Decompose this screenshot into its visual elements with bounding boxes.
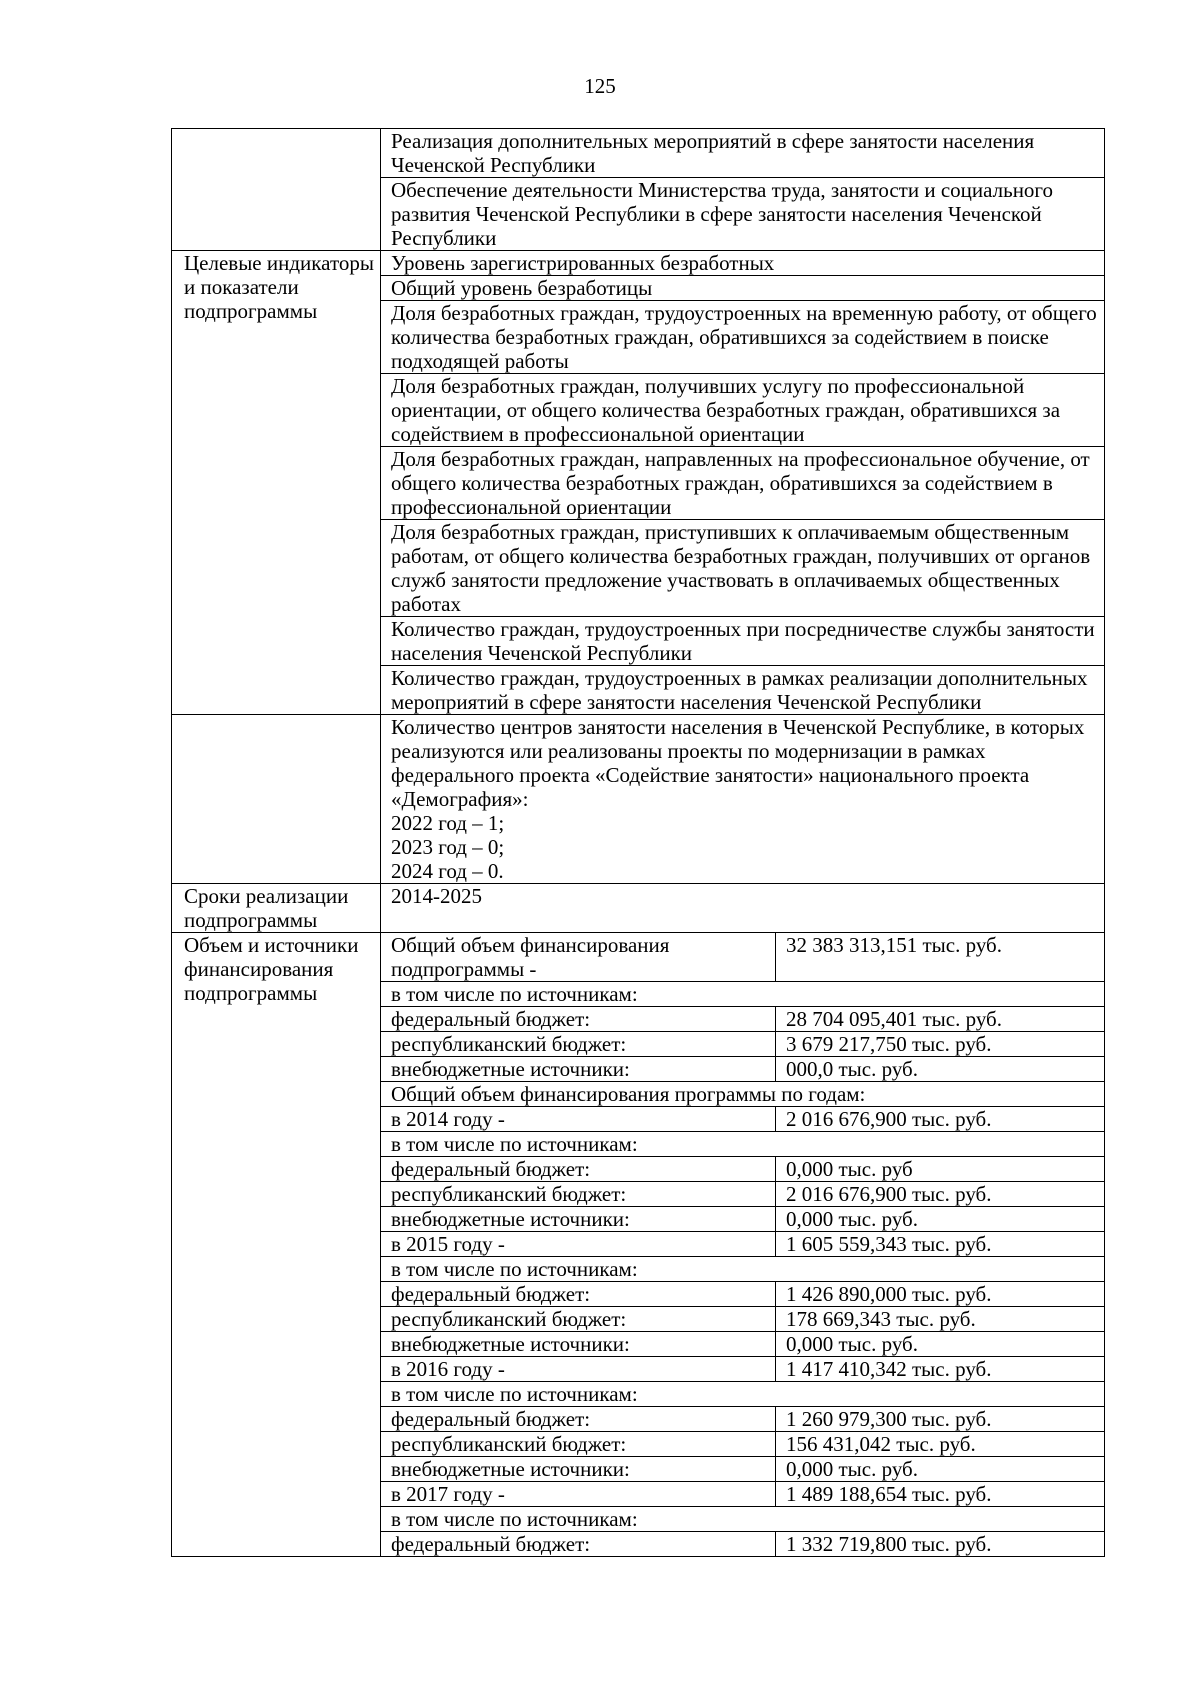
funding-item-value: 000,0 тыс. руб. xyxy=(776,1057,1105,1082)
table-row xyxy=(172,933,1105,982)
table-row xyxy=(172,884,1105,933)
subprogram-passport-table xyxy=(171,128,1105,1557)
funding-item-name: федеральный бюджет: xyxy=(381,1407,776,1432)
funding-item-name: федеральный бюджет: xyxy=(381,1007,776,1032)
funding-item-name: федеральный бюджет: xyxy=(381,1282,776,1307)
funding-item-name: Общий объем финансирования программы по годам: xyxy=(381,1082,1105,1107)
funding-item-value: 156 431,042 тыс. руб. xyxy=(776,1432,1105,1457)
indicators-label: Целевые индикаторы и показатели подпрограммы xyxy=(172,251,381,715)
funding-item-name: в 2015 году - xyxy=(381,1232,776,1257)
measure-cell: Обеспечение деятельности Министерства труда, занятости и социального развития Чеченской Республики в сфере занятости населения Чеченской Республики xyxy=(381,178,1105,251)
funding-item-value: 1 260 979,300 тыс. руб. xyxy=(776,1407,1105,1432)
indicator-cell: Количество граждан, трудоустроенных при посредничестве службы занятости населения Чеченской Республики xyxy=(381,617,1105,666)
funding-item-name: в 2017 году - xyxy=(381,1482,776,1507)
funding-item-name: республиканский бюджет: xyxy=(381,1307,776,1332)
funding-item-name: в том числе по источникам: xyxy=(381,1257,1105,1282)
funding-item-value: 178 669,343 тыс. руб. xyxy=(776,1307,1105,1332)
table-row xyxy=(172,129,1105,178)
funding-item-value: 0,000 тыс. руб. xyxy=(776,1207,1105,1232)
funding-item-value: 32 383 313,151 тыс. руб. xyxy=(776,933,1105,982)
funding-item-value: 1 489 188,654 тыс. руб. xyxy=(776,1482,1105,1507)
funding-item-value: 1 332 719,800 тыс. руб. xyxy=(776,1532,1105,1557)
funding-item-value: 0,000 тыс. руб. xyxy=(776,1332,1105,1357)
funding-item-name: республиканский бюджет: xyxy=(381,1032,776,1057)
funding-item-name: внебюджетные источники: xyxy=(381,1207,776,1232)
indicator-cell: Доля безработных граждан, приступивших к оплачиваемым общественным работам, от общего количества безработных граждан, получивших от органов служб занятости предложение участвовать в оплачиваемых общественных работах xyxy=(381,520,1105,617)
funding-item-value: 3 679 217,750 тыс. руб. xyxy=(776,1032,1105,1057)
funding-item-name: внебюджетные источники: xyxy=(381,1332,776,1357)
empty-label-cell xyxy=(172,129,381,251)
funding-item-name: федеральный бюджет: xyxy=(381,1532,776,1557)
funding-item-name: в том числе по источникам: xyxy=(381,1132,1105,1157)
funding-item-value: 1 605 559,343 тыс. руб. xyxy=(776,1232,1105,1257)
funding-item-value: 28 704 095,401 тыс. руб. xyxy=(776,1007,1105,1032)
terms-value: 2014-2025 xyxy=(381,884,1105,933)
funding-item-value: 0,000 тыс. руб. xyxy=(776,1457,1105,1482)
passport-body xyxy=(172,129,1105,1557)
funding-item-name: в 2016 году - xyxy=(381,1357,776,1382)
funding-label: Объем и источники финансирования подпрограммы xyxy=(172,933,381,1557)
indicator-cell: Доля безработных граждан, получивших услугу по профессиональной ориентации, от общего количества безработных граждан, обратившихся за содействием в профессиональной ориентации xyxy=(381,374,1105,447)
funding-item-name: в 2014 году - xyxy=(381,1107,776,1132)
indicator-cell: Уровень зарегистрированных безработных xyxy=(381,251,1105,276)
funding-item-name: республиканский бюджет: xyxy=(381,1432,776,1457)
funding-item-value: 1 426 890,000 тыс. руб. xyxy=(776,1282,1105,1307)
centers-line: 2023 год – 0; xyxy=(391,835,505,859)
funding-item-name: республиканский бюджет: xyxy=(381,1182,776,1207)
indicator-cell: Доля безработных граждан, трудоустроенных на временную работу, от общего количества безработных граждан, обратившихся за содействием в поиске подходящей работы xyxy=(381,301,1105,374)
funding-item-name: в том числе по источникам: xyxy=(381,1507,1105,1532)
centers-line: Количество центров занятости населения в Чеченской Республике, в которых реализуются или реализованы проекты по модернизации в рамках федерального проекта «Содействие занятости» национального проекта «Демография»: xyxy=(391,715,1085,811)
funding-item-value: 1 417 410,342 тыс. руб. xyxy=(776,1357,1105,1382)
funding-item-name: в том числе по источникам: xyxy=(381,1382,1105,1407)
centers-line: 2024 год – 0. xyxy=(391,859,504,883)
funding-item-value: 0,000 тыс. руб xyxy=(776,1157,1105,1182)
empty-label-cell xyxy=(172,715,381,884)
funding-item-value: 2 016 676,900 тыс. руб. xyxy=(776,1182,1105,1207)
page-number: 125 xyxy=(584,74,616,98)
indicator-cell: Общий уровень безработицы xyxy=(381,276,1105,301)
funding-item-name: Общий объем финансирования подпрограммы - xyxy=(381,933,776,982)
indicator-cell: Доля безработных граждан, направленных на профессиональное обучение, от общего количества безработных граждан, обратившихся за содействием в профессиональной ориентации xyxy=(381,447,1105,520)
funding-item-name: внебюджетные источники: xyxy=(381,1057,776,1082)
table-row xyxy=(172,715,1105,884)
measure-cell: Реализация дополнительных мероприятий в сфере занятости населения Чеченской Республики xyxy=(381,129,1105,178)
table-row xyxy=(172,251,1105,276)
funding-item-name: в том числе по источникам: xyxy=(381,982,1105,1007)
centers-line: 2022 год – 1; xyxy=(391,811,505,835)
centers-cell xyxy=(381,715,1105,884)
funding-item-value: 2 016 676,900 тыс. руб. xyxy=(776,1107,1105,1132)
indicator-cell: Количество граждан, трудоустроенных в рамках реализации дополнительных мероприятий в сфере занятости населения Чеченской Республики xyxy=(381,666,1105,715)
terms-label: Сроки реализации подпрограммы xyxy=(172,884,381,933)
funding-item-name: внебюджетные источники: xyxy=(381,1457,776,1482)
funding-item-name: федеральный бюджет: xyxy=(381,1157,776,1182)
